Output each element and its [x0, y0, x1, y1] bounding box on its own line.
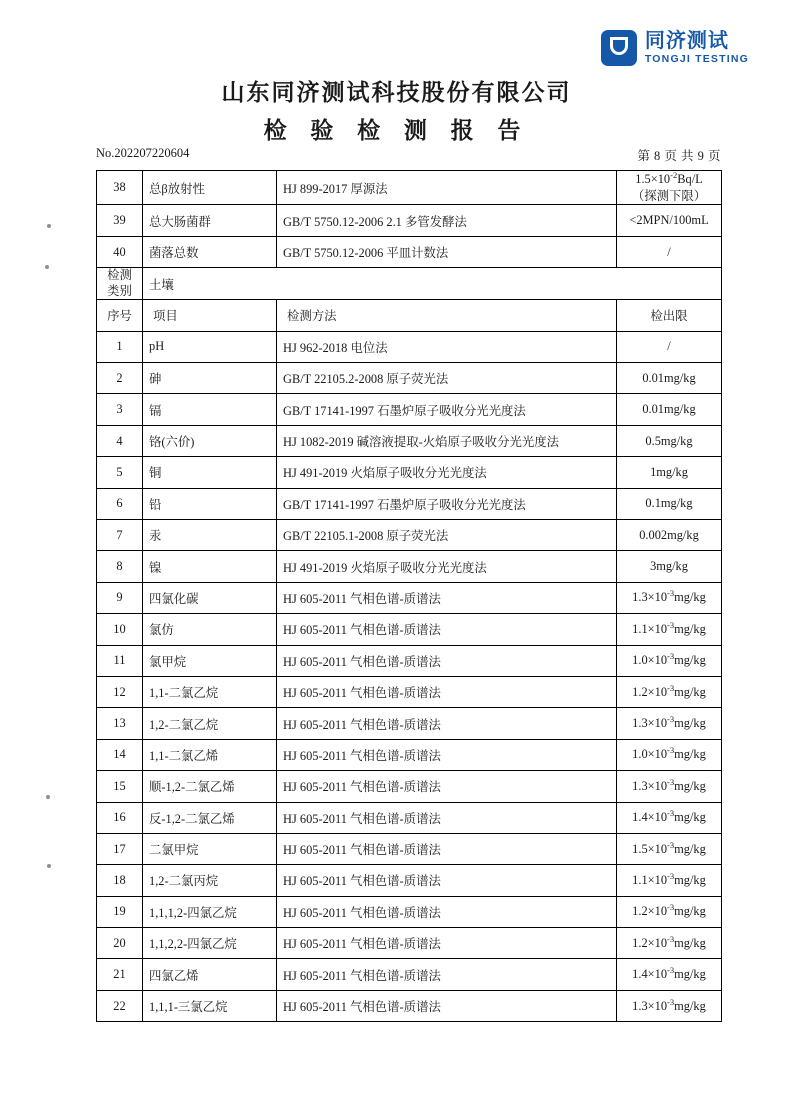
cell-method: HJ 605-2011 气相色谱-质谱法: [277, 928, 617, 959]
table-row: [97, 519, 722, 550]
table-row: [97, 865, 722, 896]
cell-item: 镉: [143, 394, 277, 425]
cell-no: 21: [97, 959, 143, 990]
table-row: [97, 928, 722, 959]
cell-method: HJ 605-2011 气相色谱-质谱法: [277, 708, 617, 739]
page-number: 第 8 页 共 9 页: [637, 149, 721, 163]
scan-artifact: [47, 864, 51, 868]
limit-mantissa: 1.3×10: [632, 778, 668, 793]
cell-limit: [617, 708, 722, 739]
cell-method: GB/T 17141-1997 石墨炉原子吸收分光光度法: [277, 394, 617, 425]
limit-mantissa: 1.3×10: [632, 590, 668, 605]
limit-mantissa: 1.4×10: [632, 810, 668, 825]
brand-name-cn: 同济测试: [644, 29, 729, 52]
cell-item: 镍: [143, 551, 277, 582]
cell-method: GB/T 22105.1-2008 原子荧光法: [277, 519, 617, 550]
brand-name: [645, 31, 749, 65]
limit-exponent: -3: [667, 619, 675, 630]
cell-item: 1,2-二氯乙烷: [143, 708, 277, 739]
limit-unit: mg/kg: [674, 998, 706, 1013]
cell-no: 18: [97, 865, 143, 896]
cell-method: GB/T 22105.2-2008 原子荧光法: [277, 363, 617, 394]
scan-artifact: [47, 224, 51, 228]
company-title: 山东同济测试科技股份有限公司: [221, 80, 572, 105]
limit-unit: mg/kg: [674, 747, 706, 762]
table-row: [97, 990, 722, 1021]
limit-exponent: -3: [667, 996, 675, 1007]
cell-item: 汞: [143, 519, 277, 550]
limit-unit: mg/kg: [674, 935, 706, 950]
limit-mantissa: 1.5×10: [635, 172, 671, 186]
limit-exponent: -3: [667, 682, 675, 693]
limit-mantissa: 1.4×10: [632, 967, 668, 982]
limit-exponent: -3: [667, 776, 675, 787]
limit-unit: mg/kg: [674, 653, 706, 668]
cell-method: HJ 605-2011 气相色谱-质谱法: [277, 990, 617, 1021]
cell-limit: [617, 645, 722, 676]
brand-logo: [601, 30, 749, 66]
column-header-limit: 检出限: [617, 300, 722, 331]
cell-no: 39: [97, 205, 143, 236]
limit-unit: mg/kg: [674, 778, 706, 793]
cell-no: 12: [97, 676, 143, 707]
cell-no: 9: [97, 582, 143, 613]
table-header-row: [97, 300, 722, 331]
page-title: 检 验 检 测 报 告: [263, 118, 530, 143]
cell-item: 氯甲烷: [143, 645, 277, 676]
cell-method: HJ 605-2011 气相色谱-质谱法: [277, 614, 617, 645]
cell-item: 四氯化碳: [143, 582, 277, 613]
cell-no: 3: [97, 394, 143, 425]
results-table-wrapper: [96, 170, 721, 1022]
cell-method: HJ 605-2011 气相色谱-质谱法: [277, 645, 617, 676]
report-meta: [96, 146, 721, 164]
cell-no: 10: [97, 614, 143, 645]
cell-method: HJ 605-2011 气相色谱-质谱法: [277, 959, 617, 990]
cell-limit: [617, 171, 722, 205]
table-row: [97, 488, 722, 519]
table-row: [97, 771, 722, 802]
limit-mantissa: 1.0×10: [632, 747, 668, 762]
table-row: [97, 959, 722, 990]
cell-no: 40: [97, 236, 143, 267]
table-row: [97, 425, 722, 456]
results-table: [96, 170, 722, 1022]
cell-item: 砷: [143, 363, 277, 394]
cell-limit: 1mg/kg: [617, 457, 722, 488]
cell-item: 菌落总数: [143, 236, 277, 267]
cell-item: 氯仿: [143, 614, 277, 645]
table-row: [97, 205, 722, 236]
cell-no: 38: [97, 171, 143, 205]
cell-method: HJ 605-2011 气相色谱-质谱法: [277, 771, 617, 802]
table-row: [97, 551, 722, 582]
limit-unit: mg/kg: [674, 841, 706, 856]
limit-unit: mg/kg: [674, 967, 706, 982]
cell-item: 1,1,1-三氯乙烷: [143, 990, 277, 1021]
limit-exponent: -3: [667, 902, 675, 913]
table-row: [97, 708, 722, 739]
table-row: [97, 171, 722, 205]
limit-exponent: -3: [667, 713, 675, 724]
limit-exponent: -3: [667, 870, 675, 881]
table-row: [97, 582, 722, 613]
limit-exponent: -3: [667, 651, 675, 662]
table-row: [97, 614, 722, 645]
limit-unit: mg/kg: [674, 904, 706, 919]
cell-item: 二氯甲烷: [143, 833, 277, 864]
cell-no: 20: [97, 928, 143, 959]
cell-no: 8: [97, 551, 143, 582]
cell-item: 铬(六价): [143, 425, 277, 456]
tongji-logo-icon: [601, 30, 637, 66]
limit-mantissa: 1.3×10: [632, 716, 668, 731]
cell-item: 四氯乙烯: [143, 959, 277, 990]
cell-no: 6: [97, 488, 143, 519]
cell-no: 17: [97, 833, 143, 864]
cell-no: 7: [97, 519, 143, 550]
scan-artifact: [46, 795, 50, 799]
limit-exponent: -3: [667, 965, 675, 976]
table-row: [97, 394, 722, 425]
cell-method: HJ 1082-2019 碱溶液提取-火焰原子吸收分光光度法: [277, 425, 617, 456]
limit-unit: mg/kg: [674, 716, 706, 731]
cell-method: HJ 899-2017 厚源法: [277, 171, 617, 205]
cell-no: 5: [97, 457, 143, 488]
cell-limit: <2MPN/100mL: [617, 205, 722, 236]
cell-limit: 0.01mg/kg: [617, 363, 722, 394]
limit-note: （探测下限）: [631, 188, 707, 203]
limit-exponent: -3: [667, 839, 675, 850]
cell-no: 11: [97, 645, 143, 676]
cell-limit: 0.002mg/kg: [617, 519, 722, 550]
table-row: [97, 739, 722, 770]
table-row: [97, 676, 722, 707]
limit-exponent: -3: [667, 933, 675, 944]
table-row: [97, 331, 722, 362]
cell-limit: /: [617, 331, 722, 362]
cell-item: 铜: [143, 457, 277, 488]
cell-no: 14: [97, 739, 143, 770]
cell-method: GB/T 17141-1997 石墨炉原子吸收分光光度法: [277, 488, 617, 519]
cell-item: pH: [143, 331, 277, 362]
cell-item: 1,1-二氯乙烷: [143, 676, 277, 707]
cell-no: 1: [97, 331, 143, 362]
cell-item: 1,2-二氯丙烷: [143, 865, 277, 896]
limit-exponent: -3: [667, 588, 675, 599]
cell-no: 13: [97, 708, 143, 739]
brand-name-en: TONGJI TESTING: [644, 52, 749, 65]
category-label-line1: 检测: [107, 268, 132, 283]
limit-unit: mg/kg: [674, 872, 706, 887]
limit-mantissa: 1.2×10: [632, 904, 668, 919]
limit-exponent: -3: [667, 745, 675, 756]
cell-item: 1,1,1,2-四氯乙烷: [143, 896, 277, 927]
cell-method: HJ 605-2011 气相色谱-质谱法: [277, 865, 617, 896]
limit-mantissa: 1.5×10: [632, 841, 668, 856]
table-category-row: [97, 268, 722, 300]
cell-method: HJ 962-2018 电位法: [277, 331, 617, 362]
cell-method: HJ 605-2011 气相色谱-质谱法: [277, 676, 617, 707]
column-header-no: 序号: [97, 300, 143, 331]
cell-method: HJ 605-2011 气相色谱-质谱法: [277, 896, 617, 927]
cell-method: HJ 491-2019 火焰原子吸收分光光度法: [277, 457, 617, 488]
cell-limit: [617, 802, 722, 833]
cell-item: 总大肠菌群: [143, 205, 277, 236]
table-row: [97, 896, 722, 927]
category-label: [97, 268, 143, 300]
cell-limit: [617, 739, 722, 770]
cell-method: HJ 605-2011 气相色谱-质谱法: [277, 582, 617, 613]
cell-method: HJ 605-2011 气相色谱-质谱法: [277, 833, 617, 864]
table-row: [97, 833, 722, 864]
cell-limit: [617, 865, 722, 896]
cell-item: 铅: [143, 488, 277, 519]
limit-unit: mg/kg: [674, 810, 706, 825]
cell-no: 16: [97, 802, 143, 833]
cell-limit: [617, 771, 722, 802]
cell-item: 总β放射性: [143, 171, 277, 205]
cell-no: 15: [97, 771, 143, 802]
category-name: 土壤: [143, 268, 722, 300]
cell-limit: 0.01mg/kg: [617, 394, 722, 425]
cell-limit: [617, 990, 722, 1021]
cell-method: GB/T 5750.12-2006 平皿计数法: [277, 236, 617, 267]
column-header-item: 项目: [143, 300, 277, 331]
cell-no: 4: [97, 425, 143, 456]
table-row: [97, 236, 722, 267]
limit-mantissa: 1.1×10: [632, 872, 668, 887]
limit-mantissa: 1.2×10: [632, 935, 668, 950]
table-row: [97, 645, 722, 676]
cell-method: HJ 605-2011 气相色谱-质谱法: [277, 739, 617, 770]
table-row: [97, 457, 722, 488]
cell-item: 顺-1,2-二氯乙烯: [143, 771, 277, 802]
limit-unit: Bq/L: [677, 172, 703, 186]
cell-limit: [617, 833, 722, 864]
limit-unit: mg/kg: [674, 590, 706, 605]
cell-limit: 3mg/kg: [617, 551, 722, 582]
limit-unit: mg/kg: [674, 684, 706, 699]
cell-no: 19: [97, 896, 143, 927]
cell-limit: 0.5mg/kg: [617, 425, 722, 456]
cell-no: 2: [97, 363, 143, 394]
limit-exponent: -3: [667, 808, 675, 819]
limit-mantissa: 1.0×10: [632, 653, 668, 668]
cell-item: 反-1,2-二氯乙烯: [143, 802, 277, 833]
cell-limit: [617, 676, 722, 707]
cell-limit: [617, 582, 722, 613]
cell-limit: /: [617, 236, 722, 267]
table-row: [97, 363, 722, 394]
limit-mantissa: 1.2×10: [632, 684, 668, 699]
cell-limit: [617, 928, 722, 959]
cell-method: HJ 491-2019 火焰原子吸收分光光度法: [277, 551, 617, 582]
scan-artifact: [45, 265, 49, 269]
cell-item: 1,1,2,2-四氯乙烷: [143, 928, 277, 959]
column-header-method: 检测方法: [277, 300, 617, 331]
cell-limit: [617, 614, 722, 645]
cell-limit: [617, 896, 722, 927]
cell-method: HJ 605-2011 气相色谱-质谱法: [277, 802, 617, 833]
limit-mantissa: 1.1×10: [632, 621, 668, 636]
cell-no: 22: [97, 990, 143, 1021]
limit-unit: mg/kg: [674, 621, 706, 636]
report-number: No.202207220604: [96, 146, 190, 160]
limit-mantissa: 1.3×10: [632, 998, 668, 1013]
cell-limit: 0.1mg/kg: [617, 488, 722, 519]
category-label-line2: 类别: [107, 283, 132, 298]
cell-method: GB/T 5750.12-2006 2.1 多管发酵法: [277, 205, 617, 236]
cell-item: 1,1-二氯乙烯: [143, 739, 277, 770]
cell-limit: [617, 959, 722, 990]
limit-exponent: -2: [670, 169, 678, 180]
table-row: [97, 802, 722, 833]
